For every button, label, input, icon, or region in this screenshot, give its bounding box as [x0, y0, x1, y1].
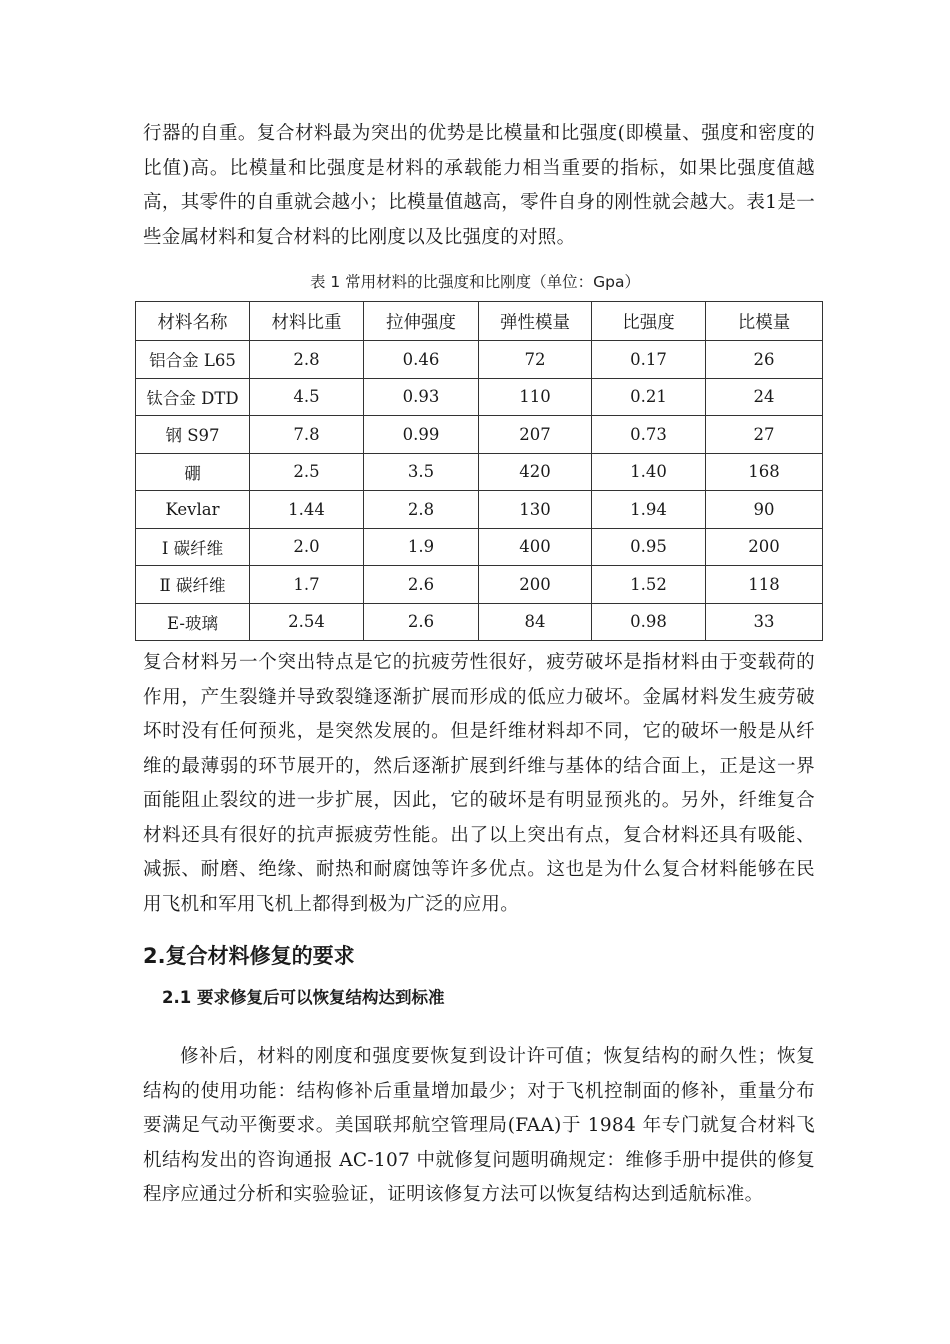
table-row [136, 341, 823, 379]
table-cell: 90 [706, 491, 823, 529]
table-cell: 2.6 [364, 603, 479, 641]
table-cell: 0.99 [364, 416, 479, 454]
header-tensile-strength: 拉伸强度 [364, 302, 479, 341]
table-cell: 0.21 [592, 378, 706, 416]
table-cell: 0.46 [364, 341, 479, 379]
table-cell: 168 [706, 453, 823, 491]
table-cell: Kevlar [136, 491, 250, 529]
table-cell: 钛合金 DTD [136, 378, 250, 416]
table-cell: 400 [479, 528, 592, 566]
table-cell: 1.52 [592, 566, 706, 604]
table-cell: 铝合金 L65 [136, 341, 250, 379]
subsection-heading: 2.1 要求修复后可以恢复结构达到标准 [162, 988, 445, 1007]
table-cell: E-玻璃 [136, 603, 250, 641]
table-cell: 130 [479, 491, 592, 529]
materials-table [135, 301, 823, 641]
table-cell: 207 [479, 416, 592, 454]
table-cell: 2.6 [364, 566, 479, 604]
table-cell: 7.8 [250, 416, 364, 454]
table-cell: 84 [479, 603, 592, 641]
table-cell: 1.7 [250, 566, 364, 604]
table-cell: 0.73 [592, 416, 706, 454]
table-row [136, 378, 823, 416]
table-cell: 118 [706, 566, 823, 604]
header-elastic-modulus: 弹性模量 [479, 302, 592, 341]
header-material-name: 材料名称 [136, 302, 250, 341]
table-row [136, 491, 823, 529]
table-cell: 420 [479, 453, 592, 491]
table-cell: Ⅱ 碳纤维 [136, 566, 250, 604]
table-cell: 3.5 [364, 453, 479, 491]
header-specific-strength: 比强度 [592, 302, 706, 341]
table-cell: 2.54 [250, 603, 364, 641]
table-cell: 33 [706, 603, 823, 641]
table-cell: 2.5 [250, 453, 364, 491]
table-cell: 27 [706, 416, 823, 454]
table-cell: 0.98 [592, 603, 706, 641]
table-row [136, 528, 823, 566]
table-cell: 硼 [136, 453, 250, 491]
table-cell: 0.95 [592, 528, 706, 566]
fatigue-paragraph: 复合材料另一个突出特点是它的抗疲劳性很好，疲劳破坏是指材料由于变载荷的作用，产生裂缝并导致裂缝逐渐扩展而形成的低应力破坏。金属材料发生疲劳破坏时没有任何预兆，是突然发展的。但是纤维材料却不同，它的破坏一般是从纤维的最薄弱的环节展开的，然后逐渐扩展到纤维与基体的结合面上，正是这一界面能阻止裂纹的进一步扩展，因此，它的破坏是有明显预兆的。另外，纤维复合材料还具有很好的抗声振疲劳性能。出了以上突出有点，复合材料还具有吸能、减振、耐磨、绝缘、耐热和耐腐蚀等许多优点。这也是为什么复合材料能够在民用飞机和军用飞机上都得到极为广泛的应用。 [143, 652, 815, 915]
table-cell: 26 [706, 341, 823, 379]
table-row [136, 453, 823, 491]
repair-requirements-paragraph: 修补后，材料的刚度和强度要恢复到设计许可值；恢复结构的耐久性；恢复结构的使用功能：结构修补后重量增加最少；对于飞机控制面的修补，重量分布要满足气动平衡要求。美国联邦航空管理局(FAA)于 1984 年专门就复合材料飞机结构发出的咨询通报 AC-107 中就修复问题明确规定：维修手册中提供的修复程序应通过分析和实验验证，证明该修复方法可以恢复结构达到适航标准。 [143, 1046, 815, 1205]
table-cell: 2.8 [364, 491, 479, 529]
table-row [136, 566, 823, 604]
table-cell: Ⅰ 碳纤维 [136, 528, 250, 566]
table-cell: 1.40 [592, 453, 706, 491]
table-cell: 1.9 [364, 528, 479, 566]
intro-paragraph: 行器的自重。复合材料最为突出的优势是比模量和比强度(即模量、强度和密度的比值)高。比模量和比强度是材料的承载能力相当重要的指标，如果比强度值越高，其零件的自重就会越小；比模量值越高，零件自身的刚性就会越大。表1是一些金属材料和复合材料的比刚度以及比强度的对照。 [143, 123, 815, 248]
table-cell: 1.94 [592, 491, 706, 529]
table-caption: 表 1 常用材料的比强度和比刚度（单位：Gpa） [309, 273, 641, 291]
table-cell: 72 [479, 341, 592, 379]
table-cell: 1.44 [250, 491, 364, 529]
table-row [136, 416, 823, 454]
table-cell: 200 [706, 528, 823, 566]
header-specific-gravity: 材料比重 [250, 302, 364, 341]
header-specific-modulus: 比模量 [706, 302, 823, 341]
table-header-row [136, 302, 823, 341]
table-cell: 0.93 [364, 378, 479, 416]
table-cell: 0.17 [592, 341, 706, 379]
table-cell: 钢 S97 [136, 416, 250, 454]
section-heading: 2.复合材料修复的要求 [143, 944, 355, 968]
table-row [136, 603, 823, 641]
table-cell: 2.0 [250, 528, 364, 566]
table-cell: 4.5 [250, 378, 364, 416]
table-cell: 110 [479, 378, 592, 416]
table-cell: 24 [706, 378, 823, 416]
table-cell: 200 [479, 566, 592, 604]
table-cell: 2.8 [250, 341, 364, 379]
